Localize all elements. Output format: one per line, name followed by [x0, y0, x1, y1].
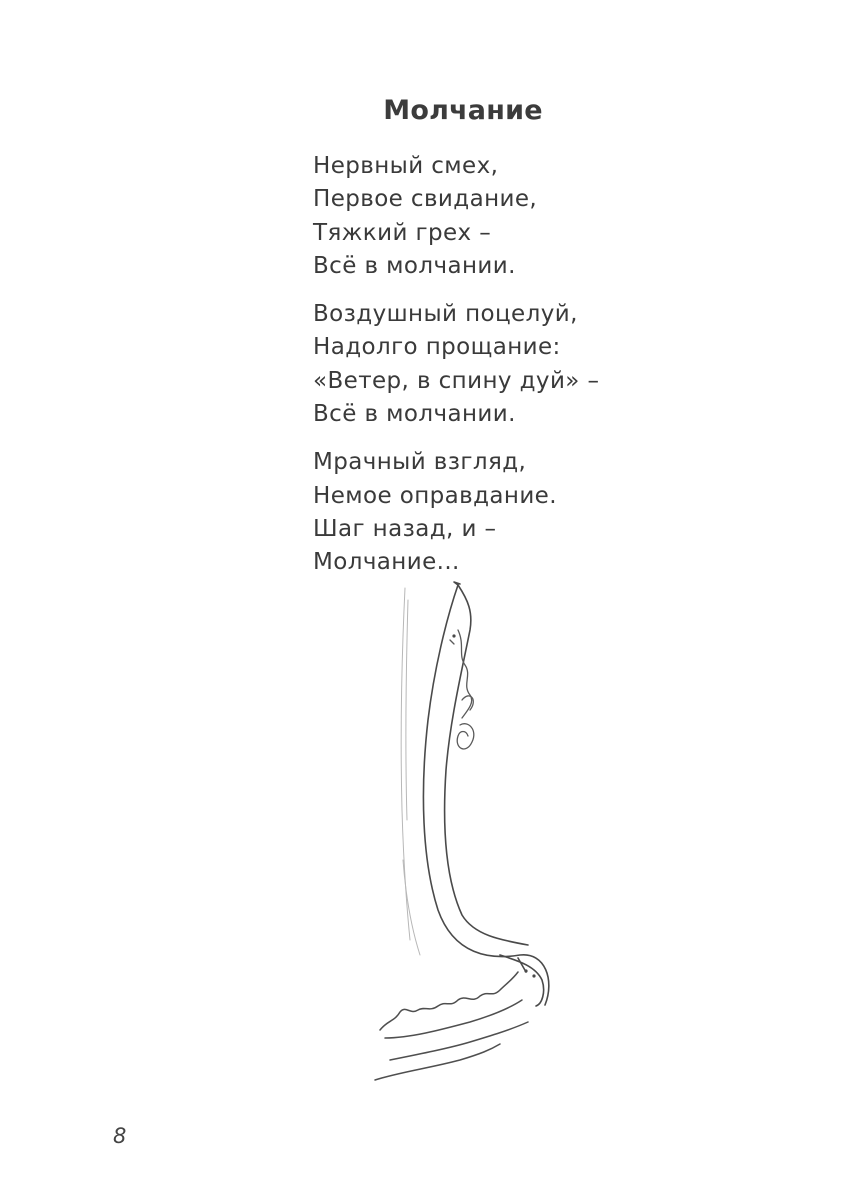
poem-line: Немое оправдание.	[313, 482, 557, 509]
poem-line: Первое свидание,	[313, 186, 538, 213]
poem-line: «Ветер, в спину дуй» –	[313, 367, 600, 394]
poem-line: Мрачный взгляд,	[313, 449, 527, 476]
poem-title: Молчание	[383, 95, 543, 126]
pencil-sketch-drawing-icon	[350, 560, 610, 1120]
stanza-1	[313, 150, 833, 283]
poem-line: Надолго прощание:	[313, 334, 561, 361]
page-number: 8	[113, 1124, 127, 1148]
stanza-2	[313, 298, 833, 431]
poem-line: Нервный смех,	[313, 153, 499, 179]
poem-line: Тяжкий грех –	[313, 219, 492, 246]
poem-line: Молчание...	[313, 549, 460, 576]
poem-line: Воздушный поцелуй,	[313, 301, 578, 328]
poem-body	[313, 150, 833, 595]
sketch-illustration	[350, 560, 610, 1120]
poem-line: Всё в молчании.	[313, 401, 516, 428]
poem-line: Шаг назад, и –	[313, 515, 497, 542]
poem-line: Всё в молчании.	[313, 252, 516, 279]
